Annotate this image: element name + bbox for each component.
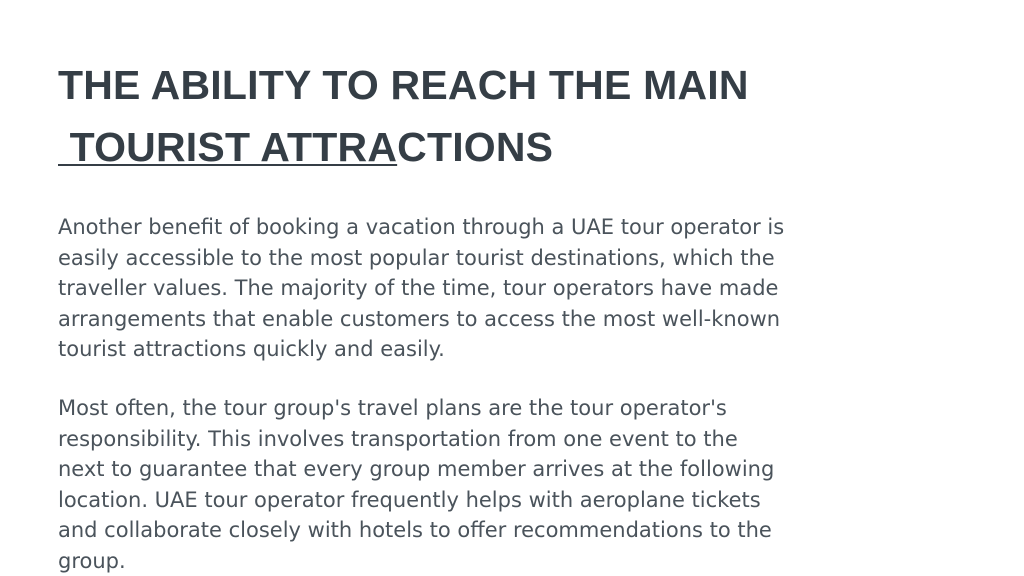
slide-title <box>58 54 958 178</box>
title-underlined-text: TOURIST ATTRA <box>58 124 398 170</box>
title-line-1: THE ABILITY TO REACH THE MAIN <box>58 62 749 108</box>
body-paragraph-1: Another benefit of booking a vacation through a UAE tour operator is easily accessible to the most popular tourist destinations, which the traveller values. The majority of the time, tour operators have made arrangements that enable customers to access the most well-known tourist attractions quickly and easily. <box>58 215 785 361</box>
title-line-2 <box>58 116 958 178</box>
body-paragraph-2: Most often, the tour group's travel plans are the tour operator's responsibility. This involves transportation from one event to the next to guarantee that every group member arrives at the following location. UAE tour operator frequently helps with aeroplane tickets and collaborate closely with hotels to offer recommendations to the group. <box>58 396 775 573</box>
title-rest-text: CTIONS <box>397 124 554 170</box>
